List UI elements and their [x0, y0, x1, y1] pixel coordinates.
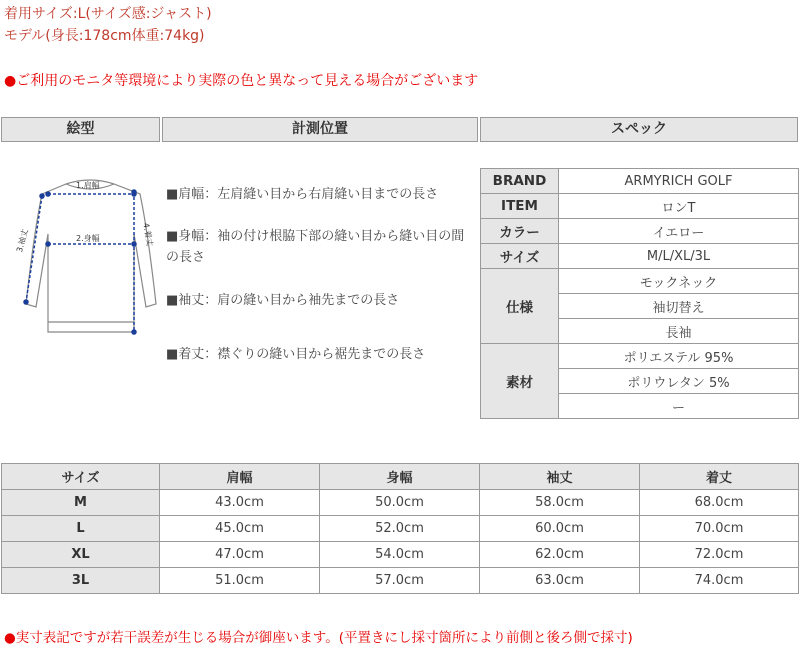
size-label: L	[2, 516, 160, 542]
diagram-label-length: 4.着丈	[141, 222, 155, 247]
table-cell: 58.0cm	[480, 490, 640, 516]
size-table-header	[2, 464, 799, 490]
col-header-length: 着丈	[640, 464, 799, 490]
table-cell: 47.0cm	[160, 542, 320, 568]
diagram-label-body-width: 2.身幅	[76, 234, 100, 243]
table-cell: 54.0cm	[320, 542, 480, 568]
table-cell: 51.0cm	[160, 568, 320, 594]
diagram-label-shoulder: 1.肩幅	[76, 181, 100, 190]
spec-key: 素材	[481, 344, 559, 419]
spec-value: ポリエステル 95%	[559, 344, 799, 369]
table-cell: 70.0cm	[640, 516, 799, 542]
col-header-size: サイズ	[2, 464, 160, 490]
header-spec: スペック	[480, 117, 798, 142]
table-cell: 68.0cm	[640, 490, 799, 516]
table-cell: 72.0cm	[640, 542, 799, 568]
table-row	[2, 542, 799, 568]
spec-value: M/L/XL/3L	[559, 244, 799, 269]
spec-value: ARMYRICH GOLF	[559, 169, 799, 194]
col-header-shoulder: 肩幅	[160, 464, 320, 490]
spec-value: ロンT	[559, 194, 799, 219]
table-cell: 57.0cm	[320, 568, 480, 594]
table-cell: 60.0cm	[480, 516, 640, 542]
table-cell: 43.0cm	[160, 490, 320, 516]
size-table	[1, 463, 799, 594]
spec-value: ポリウレタン 5%	[559, 369, 799, 394]
measure-length: ■着丈：襟ぐりの縫い目から裾先までの長さ	[166, 347, 426, 362]
measurement-disclaimer: ●実寸表記ですが若干誤差が生じる場合が御座います。(平置きにし採寸箇所により前側と後ろ側で採寸)	[4, 630, 633, 646]
color-notice-text: ●ご利用のモニタ等環境により実際の色と異なって見える場合がございます	[4, 73, 479, 89]
spec-key: サイズ	[481, 244, 559, 269]
measure-sleeve: ■袖丈：肩の縫い目から袖先までの長さ	[166, 293, 400, 308]
table-cell: 62.0cm	[480, 542, 640, 568]
spec-key: ITEM	[481, 194, 559, 219]
spec-row-material	[481, 344, 799, 369]
spec-key: BRAND	[481, 169, 559, 194]
col-header-body-width: 身幅	[320, 464, 480, 490]
spec-key: カラー	[481, 219, 559, 244]
spec-value: 袖切替え	[559, 294, 799, 319]
garment-diagram	[8, 172, 166, 342]
table-row	[2, 516, 799, 542]
spec-table	[480, 168, 799, 419]
spec-value: ー	[559, 394, 799, 419]
header-measurement: 計測位置	[162, 117, 478, 142]
table-cell: 45.0cm	[160, 516, 320, 542]
spec-row-features	[481, 269, 799, 294]
spec-row-brand	[481, 169, 799, 194]
size-label: XL	[2, 542, 160, 568]
measure-shoulder: ■肩幅：左肩縫い目から右肩縫い目までの長さ	[166, 187, 439, 202]
diagram-label-sleeve: 3.袖丈	[15, 228, 30, 254]
col-header-sleeve: 袖丈	[480, 464, 640, 490]
spec-row-size	[481, 244, 799, 269]
spec-row-color	[481, 219, 799, 244]
table-cell: 74.0cm	[640, 568, 799, 594]
spec-value: イエロー	[559, 219, 799, 244]
size-label: M	[2, 490, 160, 516]
measure-body-width: ■身幅：袖の付け根脇下部の縫い目から縫い目の間の長さ	[166, 229, 465, 265]
size-label: 3L	[2, 568, 160, 594]
header-illustration: 絵型	[1, 117, 160, 142]
table-cell: 52.0cm	[320, 516, 480, 542]
model-info-text: モデル(身長:178cm体重:74kg)	[4, 28, 205, 44]
table-row	[2, 490, 799, 516]
spec-value: 長袖	[559, 319, 799, 344]
spec-row-item	[481, 194, 799, 219]
table-cell: 63.0cm	[480, 568, 640, 594]
table-cell: 50.0cm	[320, 490, 480, 516]
wearing-size-text: 着用サイズ:L(サイズ感:ジャスト)	[4, 6, 212, 22]
spec-value: モックネック	[559, 269, 799, 294]
table-row	[2, 568, 799, 594]
spec-key: 仕様	[481, 269, 559, 344]
